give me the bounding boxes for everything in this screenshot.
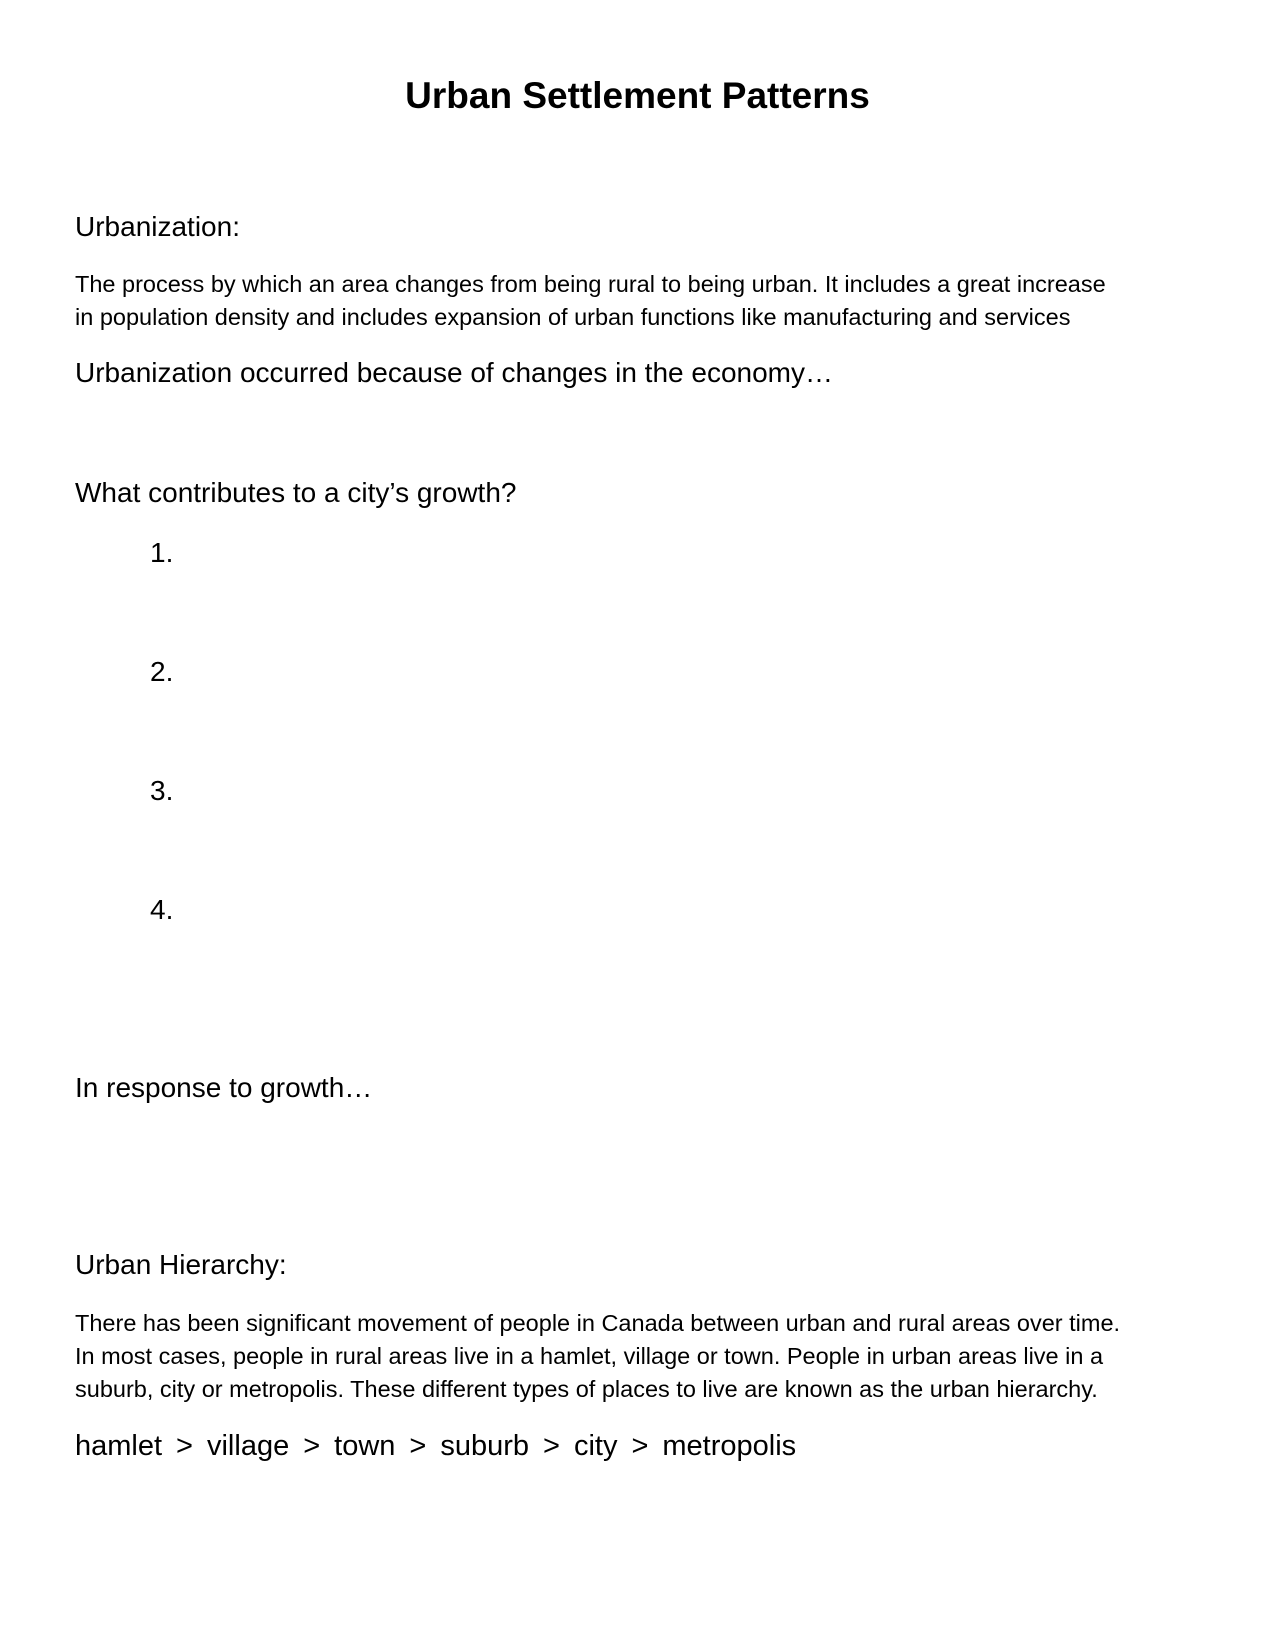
hierarchy-heading: Urban Hierarchy: bbox=[75, 1249, 287, 1280]
hierarchy-line: There has been significant movement of people in Canada between urban and rural areas over time. bbox=[75, 1310, 1121, 1336]
hierarchy-separator: > bbox=[303, 1430, 321, 1462]
urbanization-statement: Urbanization occurred because of changes in the economy… bbox=[75, 357, 833, 388]
hierarchy-level-village: village bbox=[206, 1430, 290, 1462]
response-heading: In response to growth… bbox=[75, 1072, 373, 1103]
definition-line: in population density and includes expansion of urban functions like manufacturing and services bbox=[75, 304, 1071, 330]
hierarchy-separator: > bbox=[631, 1430, 649, 1462]
growth-question: What contributes to a city’s growth? bbox=[75, 477, 517, 508]
hierarchy-line: suburb, city or metropolis. These different types of places to live are known as the urban hierarchy. bbox=[75, 1376, 1098, 1402]
urbanization-heading: Urbanization: bbox=[75, 211, 240, 242]
growth-item-3: 3. bbox=[150, 775, 174, 806]
hierarchy-line: In most cases, people in rural areas live in a hamlet, village or town. People in urban areas live in a bbox=[75, 1343, 1104, 1369]
hierarchy-paragraph bbox=[75, 1307, 1205, 1406]
growth-item-4: 4. bbox=[150, 894, 174, 925]
hierarchy-level-city: city bbox=[573, 1430, 618, 1462]
growth-item-1: 1. bbox=[150, 537, 174, 568]
hierarchy-level-suburb: suburb bbox=[440, 1430, 530, 1462]
hierarchy-level-metropolis: metropolis bbox=[662, 1430, 797, 1462]
growth-item-2: 2. bbox=[150, 656, 174, 687]
definition-line: The process by which an area changes from being rural to being urban. It includes a great increase bbox=[75, 271, 1106, 297]
page-title: Urban Settlement Patterns bbox=[405, 75, 870, 116]
hierarchy-level-town: town bbox=[334, 1430, 396, 1462]
hierarchy-level-hamlet: hamlet bbox=[75, 1430, 163, 1462]
urbanization-definition bbox=[75, 268, 1205, 334]
hierarchy-separator: > bbox=[409, 1430, 427, 1462]
urban-hierarchy-sequence bbox=[75, 1428, 796, 1464]
hierarchy-separator: > bbox=[543, 1430, 560, 1462]
hierarchy-separator: > bbox=[176, 1430, 193, 1462]
